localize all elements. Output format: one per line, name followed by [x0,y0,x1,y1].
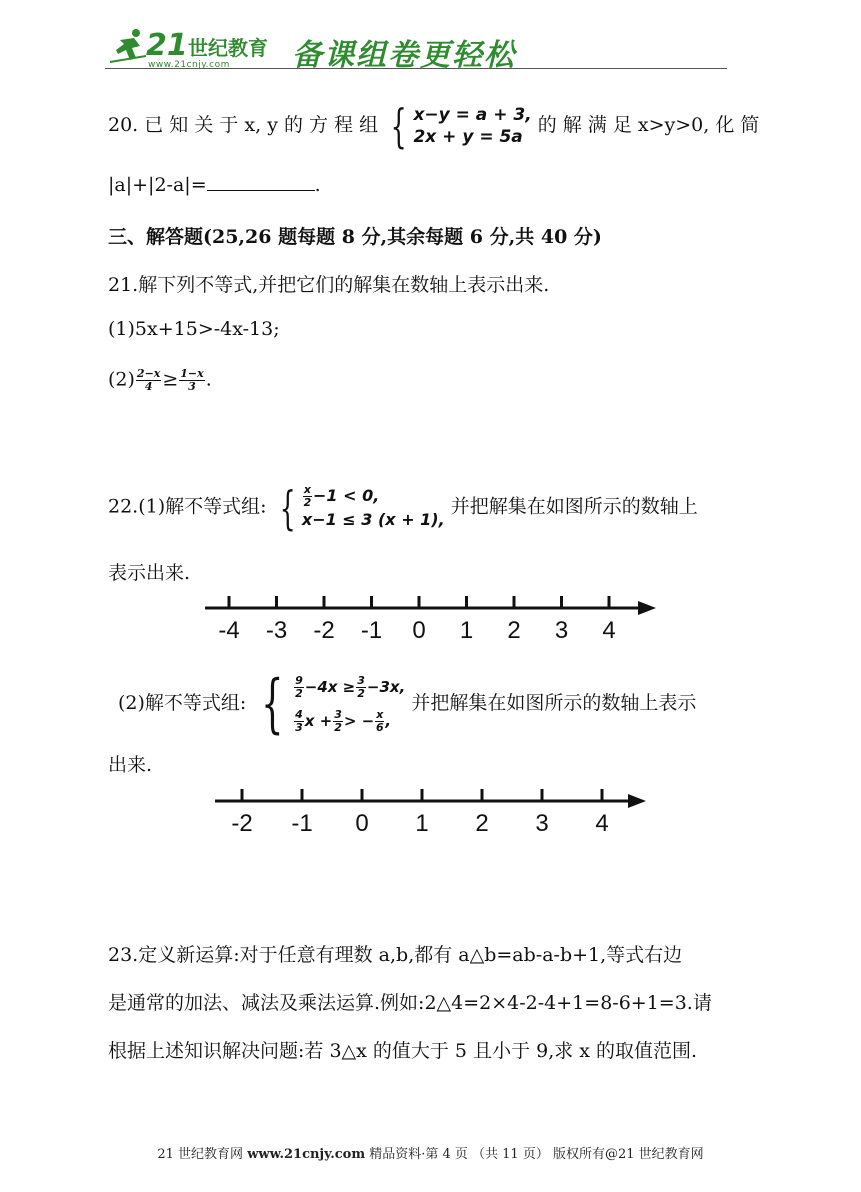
axis-tick-label: -4 [218,617,240,644]
arrow-right-icon [628,794,646,808]
q22-inequality-system-1 [273,480,445,535]
q23-line2: 是通常的加法、减法及乘法运算.例如:2△4=2×4-2-4+1=8-6+1=3.请 [108,992,712,1014]
fraction: $\frac{2-x}{4}$ [136,367,161,393]
q21-part2-label: (2) [108,368,135,391]
axis-tick-label: 4 [595,810,609,837]
q22-inequality-system-2 [252,667,406,741]
brace-icon: { [390,99,407,153]
q22-part1-label: 22.(1)解不等式组: [108,495,267,518]
axis-tick-label: 3 [535,810,549,837]
axis-tick-label: 2 [507,617,521,644]
q20-line2 [108,172,321,196]
q22-p1-eq1: $\frac{x}{2}$ −1 < 0, [303,483,380,509]
q22-part2-label: (2)解不等式组: [118,692,247,714]
q22-part2 [118,667,697,741]
axis-tick-label: -2 [231,810,253,837]
axis-tick-label: -3 [265,617,288,644]
number-line-2 [0,783,861,843]
q20-period: . [314,174,321,196]
header-divider [105,68,727,69]
geq-sign: ≥ [162,368,179,391]
q21-part1: (1)5x+15>-4x-13; [108,318,280,340]
runner-logo-icon [110,26,150,66]
question-20 [108,99,760,153]
brace-icon: { [261,667,284,741]
q22-part2-line2: 出来. [108,754,153,776]
header-slogan: 备课组卷更轻松 [292,38,516,73]
number-line-1 [0,590,861,650]
q23-line1: 23.定义新运算:对于任意有理数 a,b,都有 a△b=ab-a-b+1,等式右边 [108,944,683,966]
axis-tick-label: -1 [360,617,383,644]
q20-suffix: 的 解 满 足 x>y>0, 化 简 [537,114,760,136]
q21-stem: 21.解下列不等式,并把它们的解集在数轴上表示出来. [108,274,550,296]
q23-line3: 根据上述知识解决问题:若 3△x 的值大于 5 且小于 9,求 x 的取值范围. [108,1040,698,1062]
axis-tick-label: 2 [475,810,489,837]
page-footer [0,1143,861,1162]
q20-eq1: x−y = a + 3, [413,105,532,125]
q20-eq2: 2x + y = 5a [413,127,523,147]
footer-site-name: 21 世纪教育网 [157,1147,244,1162]
q20-expression: |a|+|2-a|= [108,174,207,196]
answer-blank[interactable] [207,172,315,191]
axis-tick-label: 4 [602,617,616,644]
axis-tick-label: 1 [459,617,474,644]
q22-p2-eq1: $\frac{9}{2}$ −4x ≥ $\frac{3}{2}$ −3x, [295,674,406,700]
q22-part1-suffix: 并把解集在如图所示的数轴上 [450,495,698,518]
footer-url[interactable]: www.21cnjy.com [247,1147,366,1162]
logo-number: 21 [146,28,188,63]
logo-url: www.21cnjy.com [148,60,230,70]
brace-icon: { [279,480,296,535]
footer-page-info: 精品资料·第 4 页 （共 11 页） 版权所有@21 世纪教育网 [369,1147,704,1162]
q22-p2-eq2: $\frac{4}{3}$ x + $\frac{3}{2}$ > − $\frac{x}{6}$ , [295,708,392,734]
q20-equation-system [384,99,532,153]
q21-part2 [108,368,212,393]
q22-part2-suffix: 并把解集在如图所示的数轴上表示 [411,692,697,714]
period: . [205,368,212,391]
q22-part1-line2: 表示出来. [108,562,191,584]
q22-part1 [108,480,698,535]
axis-tick-label: 1 [415,810,429,837]
q22-p1-eq2: x−1 ≤ 3 (x + 1), [301,510,445,529]
axis-tick-label: 0 [355,810,369,837]
q20-prefix: 20. 已 知 关 于 x, y 的 方 程 组 [108,114,379,136]
axis-tick-label: -2 [313,617,335,644]
arrow-right-icon [638,601,656,615]
axis-tick-label: 0 [412,617,426,644]
logo-text: 世纪教育 [188,36,268,60]
axis-tick-label: -1 [291,810,313,837]
section-3-title: 三、解答题(25,26 题每题 8 分,其余每题 6 分,共 40 分) [108,226,602,248]
axis-tick-label: 3 [554,617,569,644]
fraction: $\frac{1-x}{3}$ [180,367,204,393]
